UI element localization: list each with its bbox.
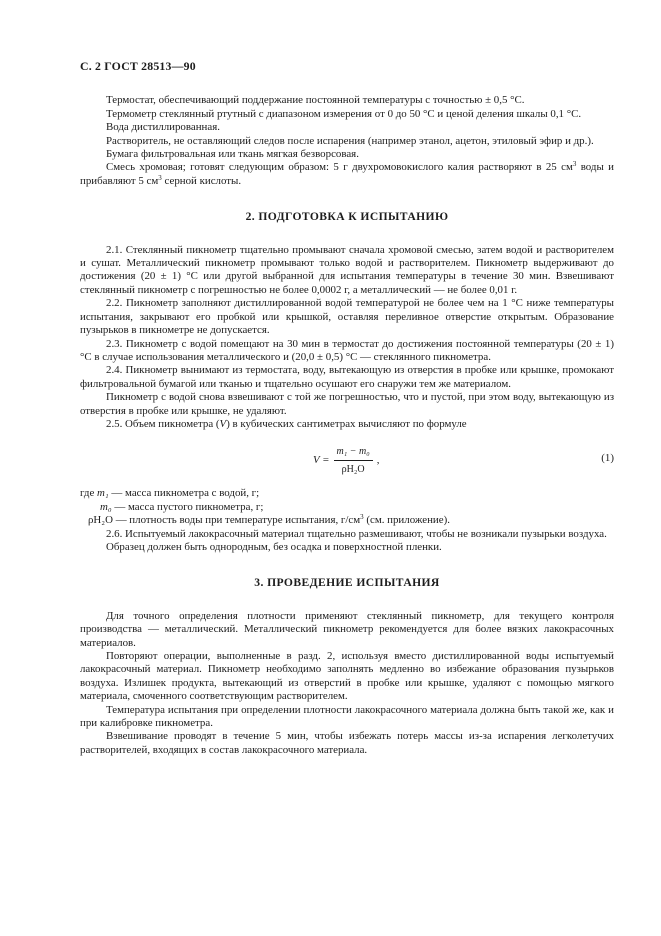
- chromic-text-a: Смесь хромовая; готовят следующим образом: 5 г двухромовокислого калия растворяют в 25 см: [106, 161, 573, 174]
- legend-line-m1: [80, 487, 614, 500]
- paragraph-distilled-water: Вода дистиллированная.: [106, 121, 220, 134]
- paragraph-2-6: 2.6. Испытуемый лакокрасочный материал тщательно размешивают, чтобы не возникали пузырьки воздуха.: [106, 527, 607, 540]
- paragraph-2-5: [80, 418, 614, 431]
- legend-text-m0: — масса пустого пикнометра, г;: [111, 500, 264, 513]
- formula-expression: [313, 445, 379, 476]
- paragraph-3-1: Для точного определения плотности применяют стеклянный пикнометр, для текущего контроля производства — металлический. Металлический пикнометр рекомендуется для более вязких лакокрасочных материалов.: [80, 609, 614, 649]
- formula-tail: ,: [376, 454, 380, 467]
- legend-text-rho-b: (см. приложение).: [363, 514, 450, 527]
- paragraph-3-4: Взвешивание проводят в течение 5 мин, чтобы избежать потерь массы из-за испарения легколетучих растворителей, входящих в состав лакокрасочного материала.: [80, 730, 614, 756]
- legend-prefix: где: [80, 487, 98, 500]
- paragraph-2-4: 2.4. Пикнометр вынимают из термостата, воду, вытекающую из отверстия в пробке или крышке, промокают фильтровальной бумагой или тканью и тщательно осушают его снаружи тем же материалом.: [80, 364, 614, 390]
- document-page: [80, 60, 614, 757]
- section-2-title: 2. ПОДГОТОВКА К ИСПЫТАНИЮ: [245, 210, 449, 224]
- legend-line-rho: [80, 514, 614, 527]
- paragraph-2-6-sample: Образец должен быть однородным, без осадка и поверхностной пленки.: [106, 540, 442, 553]
- paragraph-3-2: Повторяют операции, выполненные в разд. 2, используя вместо дистиллированной воды испытуемый лакокрасочный материал. Пикнометр необходимо заполнять медленно во избежание образования пузырьков воздуха. Излишек продукта, вытекающий из отверстий в пробке или крышке, удаляют с помощью мягкого материала, смоченного соответствующим растворителем.: [80, 650, 614, 703]
- p25-text-a: 2.5. Объем пикнометра (: [106, 417, 220, 430]
- chromic-text-c: серной кислоты.: [161, 174, 242, 187]
- volume-symbol: V: [219, 417, 227, 430]
- formula-number: (1): [601, 452, 614, 465]
- p25-text-b: ) в кубических сантиметрах вычисляют по формуле: [226, 417, 467, 430]
- paragraph-solvent: Растворитель, не оставляющий следов после испарения (например этанол, ацетон, этиловый эфир и др.).: [106, 134, 594, 147]
- superscript: 3: [572, 160, 577, 169]
- paragraph-2-4-weighing: Пикнометр с водой снова взвешивают с той же погрешностью, что и пустой, при этом воду, вытекающую из отверстия в пробке или крышке, не удаляют.: [80, 391, 614, 417]
- paragraph-2-1: 2.1. Стеклянный пикнометр тщательно промывают сначала хромовой смесью, затем водой и растворителем и сушат. Металлический пикнометр промывают только водой и растворителем. Пикнометр выдерживают до достижения (20 ± 1) °С или другой выбранной для испытания температуры в течение 30 мин. Взвешивают стеклянный пикнометр с погрешностью не более 0,0002 г, а металлический — не более 0,01 г.: [80, 243, 614, 296]
- superscript: 3: [158, 173, 162, 182]
- section-3-title: 3. ПРОВЕДЕНИЕ ИСПЫТАНИЯ: [254, 576, 440, 590]
- formula-fraction: [334, 445, 373, 476]
- legend-symbol-m0: m₀: [100, 500, 112, 513]
- formula-legend: [80, 487, 614, 527]
- legend-text-rho-a: — плотность воды при температуре испытания, г/см: [112, 514, 361, 527]
- superscript: 3: [360, 513, 364, 522]
- formula-numerator: m₁ − m₀: [334, 445, 373, 460]
- paragraph-thermometer: Термометр стеклянный ртутный с диапазоном измерения от 0 до 50 °С и ценой деления шкалы 0,1 °С.: [106, 107, 582, 120]
- paragraph-thermostat: Термостат, обеспечивающий поддержание постоянной температуры с точностью ± 0,5 °С.: [106, 94, 525, 107]
- legend-symbol-rho: ρH₂O: [88, 514, 113, 527]
- chromic-text-b: воды и прибавляют 5 см: [80, 161, 614, 187]
- legend-line-m0: [80, 501, 614, 514]
- formula-denominator: ρH₂O: [341, 463, 365, 475]
- paragraph-2-2: 2.2. Пикнометр заполняют дистиллированной водой температурой не более чем на 1 °С ниже температуры испытания, закрывают его пробкой или крышкой, оставляя переливное отверстие открытым. Образование пузырьков в пикнометре не допускается.: [80, 297, 614, 337]
- formula-1: [80, 443, 614, 477]
- paragraph-chromic-mixture: [80, 161, 614, 188]
- legend-symbol-m1: m₁: [97, 487, 109, 500]
- formula-lhs: V =: [313, 454, 330, 467]
- paragraph-3-3: Температура испытания при определении плотности лакокрасочного материала должна быть такой же, как и при калибровке пикнометра.: [80, 703, 614, 730]
- paragraph-filter-paper: Бумага фильтровальная или ткань мягкая безворсовая.: [106, 148, 359, 161]
- page-header: С. 2 ГОСТ 28513—90: [80, 59, 196, 73]
- paragraph-2-3: 2.3. Пикнометр с водой помещают на 30 мин в термостат до достижения постоянной температуры (20 ± 1) °С в случае использования металлического и (20,0 ± 0,5) °С — стеклянного пикнометра.: [80, 337, 614, 363]
- legend-text-m1: — масса пикнометра с водой, г;: [108, 487, 260, 500]
